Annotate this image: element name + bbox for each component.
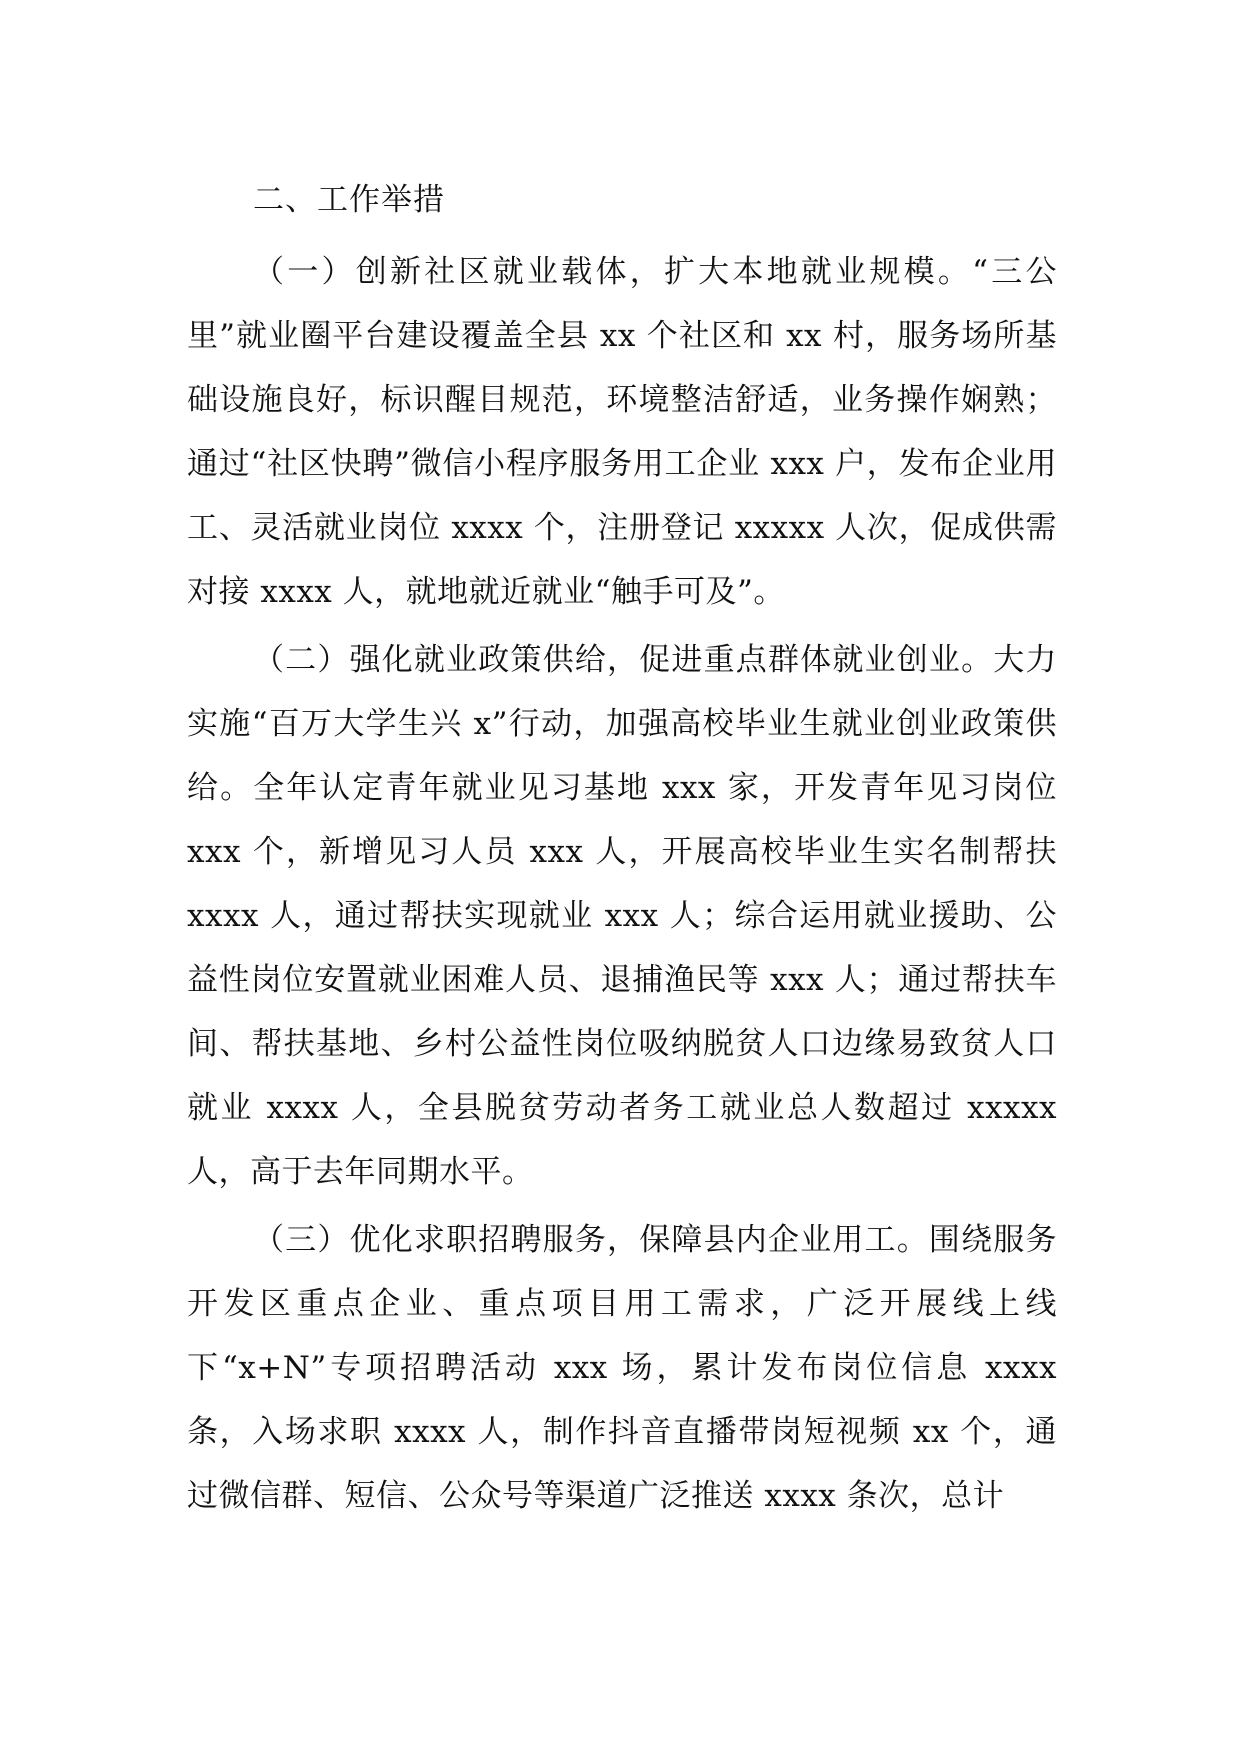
paragraph-2: （二）强化就业政策供给，促进重点群体就业创业。大力实施“百万大学生兴 x”行动，加强高校毕业生就业创业政策供给。全年认定青年就业见习基地 xxx 家，开发青年见习岗位 xxx 个，新增见习人员 xxx 人，开展高校毕业生实名制帮扶 xxxx 人，通过帮扶实现就业 xxx 人；综合运用就业援助、公益性岗位安置就业困难人员、退捕渔民等 xxx 人；通过帮扶车间、帮扶基地、乡村公益性岗位吸纳脱贫人口边缘易致贫人口就业 xxxx 人，全县脱贫劳动者务工就业总人数超过 xxxxx 人，高于去年同期水平。 xyxy=(187,642,1057,1190)
paragraph-3: （三）优化求职招聘服务，保障县内企业用工。围绕服务开发区重点企业、重点项目用工需求，广泛开展线上线下“x+N”专项招聘活动 xxx 场，累计发布岗位信息 xxxx 条，入场求职 xxxx 人，制作抖音直播带岗短视频 xx 个，通过微信群、短信、公众号等渠道广泛推送 xxxx 条次，总计 xyxy=(187,1222,1057,1514)
paragraph-1: （一）创新社区就业载体，扩大本地就业规模。“三公里”就业圈平台建设覆盖全县 xx 个社区和 xx 村，服务场所基础设施良好，标识醒目规范，环境整洁舒适，业务操作娴熟；通过“社区快聘”微信小程序服务用工企业 xxx 户，发布企业用工、灵活就业岗位 xxxx 个，注册登记 xxxxx 人次，促成供需对接 xxxx 人，就地就近就业“触手可及”。 xyxy=(187,254,1057,610)
section-heading: 二、工作举措 xyxy=(253,182,445,218)
document-body xyxy=(187,168,1057,1532)
